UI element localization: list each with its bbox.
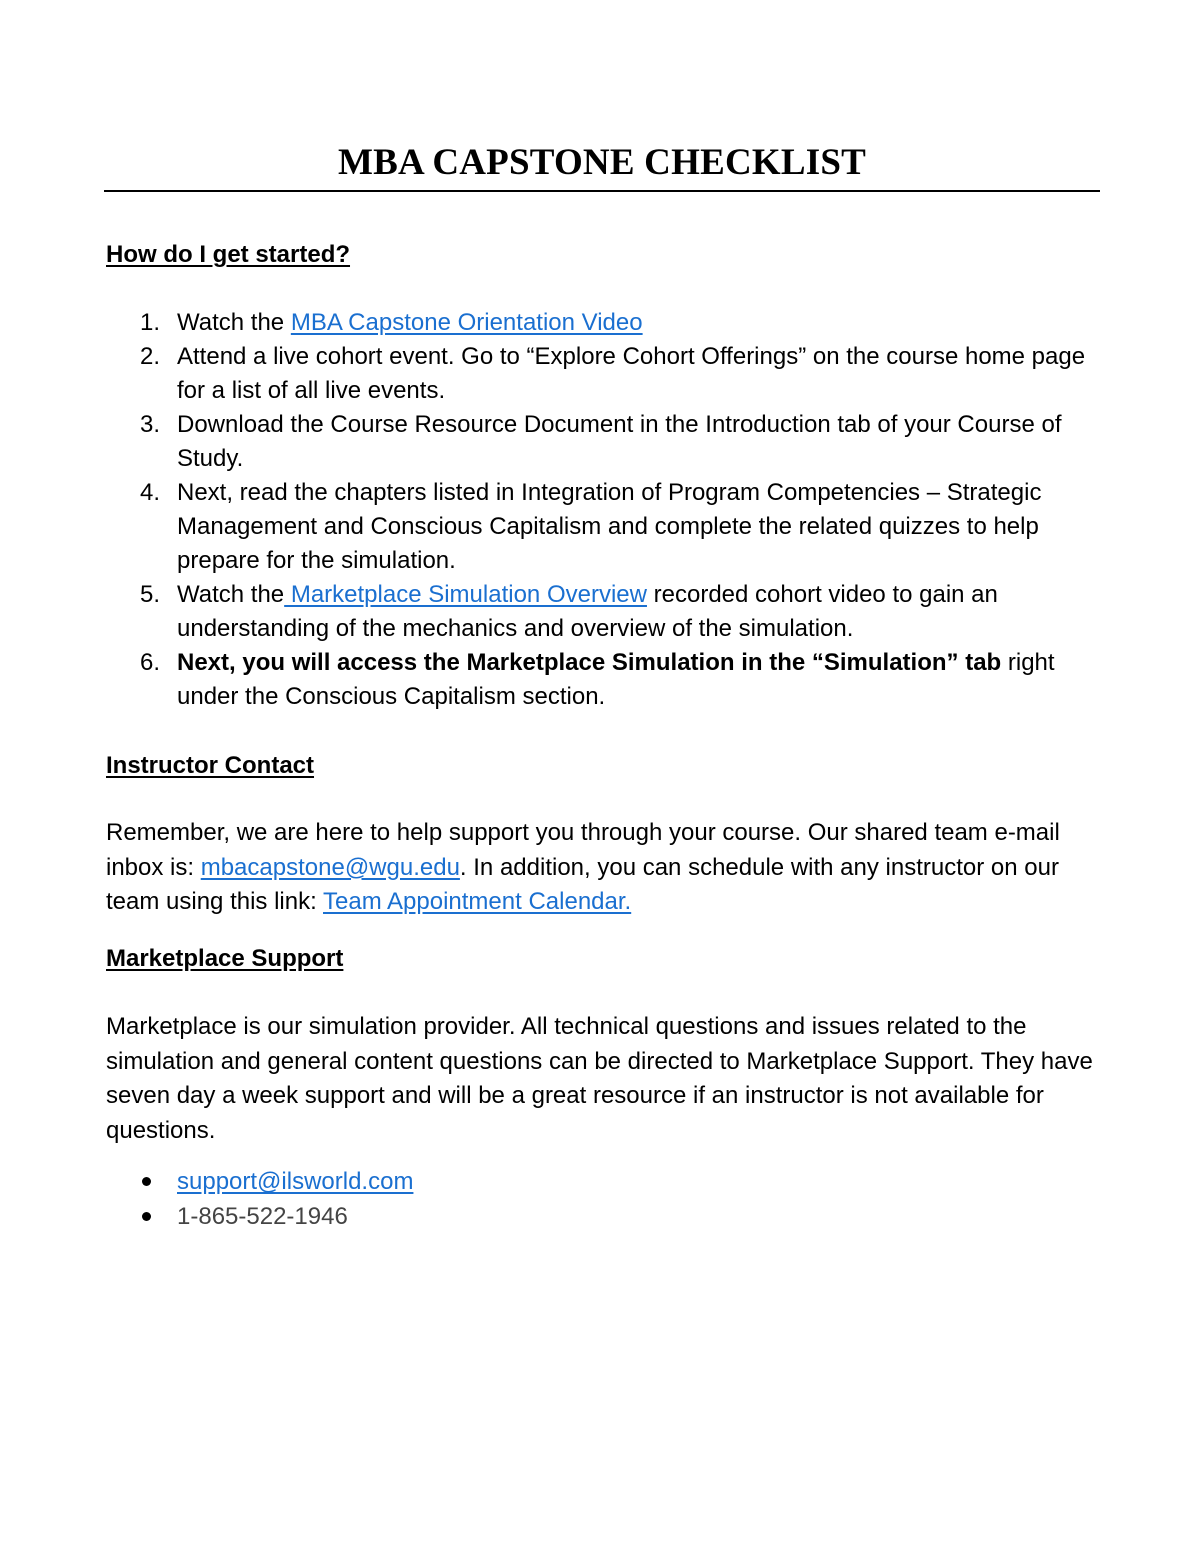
title-divider — [104, 190, 1100, 192]
list-item — [106, 646, 1106, 714]
list-item — [106, 340, 1106, 408]
list-number: 2. — [140, 343, 161, 370]
heading-instructor-contact: Instructor Contact — [106, 752, 315, 779]
list-item-text: Attend a live cohort event. Go to “Explore Cohort Offerings” on the course home page for a list of all live events. — [177, 343, 1086, 404]
list-number: 3. — [140, 411, 161, 438]
support-email-link[interactable]: support@ilsworld.com — [177, 1168, 414, 1195]
document-title: MBA CAPSTONE CHECKLIST — [337, 142, 866, 183]
list-item — [106, 408, 1106, 476]
list-number: 5. — [140, 581, 161, 608]
marketplace-support-paragraph: Marketplace is our simulation provider. All technical questions and issues related to the simulation and general content questions can be directed to Marketplace Support. They have seven day a week support and will be a great resource if an instructor is not available for questions. — [106, 1013, 1093, 1144]
support-contacts-list — [106, 1164, 1106, 1234]
list-item: 5. Watch the Marketplace Simulation Overview recorded cohort video to gain an understanding of the mechanics and overview of the simulation. — [106, 578, 1106, 646]
list-item-text: Download the Course Resource Document in the Introduction tab of your Course of Study. — [177, 411, 1062, 472]
list-item-text: Watch the — [177, 581, 285, 608]
bullet-icon — [142, 1212, 151, 1221]
getting-started-list — [106, 306, 1106, 714]
list-number: 1. — [140, 309, 161, 336]
orientation-video-link[interactable]: MBA Capstone Orientation Video — [290, 309, 643, 336]
heading-marketplace-support: Marketplace Support — [106, 945, 344, 972]
marketplace-overview-link[interactable]: Marketplace Simulation Overview — [284, 581, 647, 608]
list-item-text: Next, read the chapters listed in Integration of Program Competencies – Strategic Management and Conscious Capitalism and complete the related quizzes to help prepare for the simulation. — [177, 479, 1042, 574]
bullet-icon — [142, 1177, 151, 1186]
team-email-link[interactable]: mbacapstone@wgu.edu — [200, 853, 460, 881]
list-item-text: Watch the — [177, 309, 291, 336]
instructor-contact-paragraph: Remember, we are here to help support you through your course. Our shared team e-mail inbox is: mbacapstone@wgu.edu. In addition, you can schedule with any instructor on our team using this link: Team Appointment Calendar. — [106, 819, 1060, 915]
list-number: 6. — [140, 649, 161, 676]
list-item — [106, 1164, 1106, 1199]
team-calendar-link[interactable]: Team Appointment Calendar. — [323, 888, 632, 915]
list-number: 4. — [140, 479, 161, 506]
list-item — [106, 476, 1106, 578]
list-item-text: right under the Conscious Capitalism section. — [177, 649, 1055, 710]
heading-get-started: How do I get started? — [106, 241, 351, 268]
list-item — [106, 1199, 1106, 1234]
support-phone: 1-865-522-1946 — [177, 1203, 348, 1230]
list-item-text-bold: Next, you will access the Marketplace Simulation in the “Simulation” tab — [177, 649, 1002, 676]
list-item — [106, 306, 1106, 340]
